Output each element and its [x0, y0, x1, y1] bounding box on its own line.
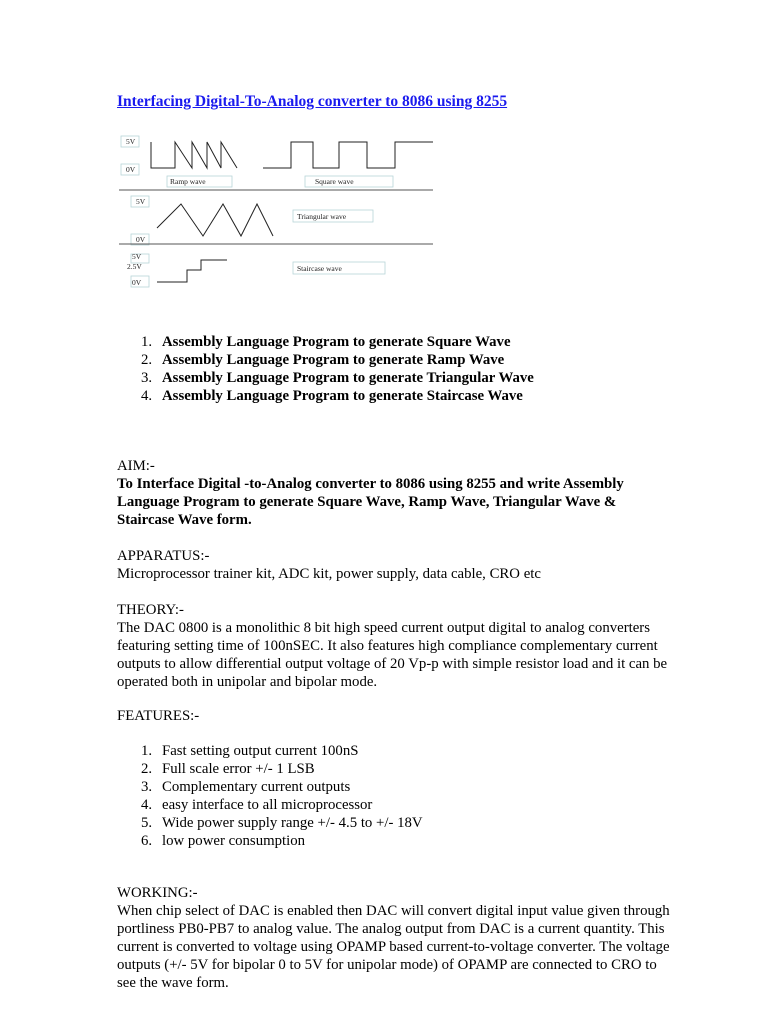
section-heading: APPARATUS:- — [117, 548, 210, 564]
list-text: Complementary current outputs — [162, 779, 351, 795]
waveform-figure — [117, 128, 435, 308]
figure-label: Triangular wave — [297, 212, 347, 221]
section-heading: AIM:- — [117, 458, 155, 474]
section-heading: THEORY:- — [117, 602, 184, 618]
list-number: 3. — [141, 779, 153, 795]
list-text: Assembly Language Program to generate Staircase Wave — [162, 388, 523, 404]
list-number: 5. — [141, 815, 153, 831]
square-waveform — [263, 142, 433, 168]
apparatus-section — [117, 547, 677, 583]
list-number: 2. — [141, 761, 153, 777]
features-section — [117, 707, 677, 725]
list-text: Assembly Language Program to generate Triangular Wave — [162, 370, 534, 386]
aim-section — [117, 457, 677, 529]
figure-label: 0V — [126, 165, 136, 174]
figure-label: Ramp wave — [170, 177, 206, 186]
figure-label: 5V — [136, 197, 146, 206]
list-item — [117, 832, 677, 850]
list-item — [117, 760, 677, 778]
figure-label: Square wave — [315, 177, 354, 186]
theory-section — [117, 601, 677, 691]
list-text: easy interface to all microprocessor — [162, 797, 373, 813]
list-text: low power consumption — [162, 833, 306, 849]
list-number: 1. — [141, 743, 153, 759]
list-item — [117, 778, 677, 796]
list-number: 1. — [141, 334, 153, 350]
list-text: Assembly Language Program to generate Ramp Wave — [162, 352, 505, 368]
working-section — [117, 884, 677, 992]
list-text: Assembly Language Program to generate Square Wave — [162, 334, 511, 350]
list-item — [117, 814, 677, 832]
figure-label: 5V — [126, 137, 136, 146]
figure-label: 5V — [132, 252, 142, 261]
section-heading: WORKING:- — [117, 885, 198, 901]
list-item — [117, 369, 737, 387]
list-item — [117, 351, 737, 369]
section-text: To Interface Digital -to-Analog converter to 8086 using 8255 and write Assembly Language Program to generate Square Wave, Ramp Wave, Triangular Wave & Staircase Wave form. — [117, 476, 624, 528]
section-text: When chip select of DAC is enabled then DAC will convert digital input value given through portliness PB0-PB7 to analog value. The analog output from DAC is a current quantity. This current is converted to voltage using OPAMP based current-to-voltage converter. The voltage outputs (+/- 5V for bipolar 0 to 5V for unipolar mode) of OPAMP are connected to CRO to see the wave form. — [117, 903, 670, 991]
features-list — [117, 742, 677, 850]
list-text: Wide power supply range +/- 4.5 to +/- 18V — [162, 815, 423, 831]
triangular-waveform — [157, 204, 273, 236]
list-text: Full scale error +/- 1 LSB — [162, 761, 315, 777]
list-number: 4. — [141, 797, 153, 813]
program-list — [117, 333, 737, 405]
list-item — [117, 387, 737, 405]
document-title[interactable]: Interfacing Digital-To-Analog converter to 8086 using 8255 — [117, 93, 508, 110]
section-text: The DAC 0800 is a monolithic 8 bit high speed current output digital to analog converters featuring setting time of 100nSEC. It also features high compliance complementary current outputs to allow differential output voltage of 20 Vp-p with simple resistor load and it can be operated both in unipolar and bipolar mode. — [117, 620, 668, 690]
figure-label: 0V — [136, 235, 146, 244]
list-item — [117, 333, 737, 351]
figure-label: 2.5V — [127, 262, 142, 271]
list-number: 2. — [141, 352, 153, 368]
section-heading: FEATURES:- — [117, 708, 200, 724]
figure-label: 0V — [132, 278, 142, 287]
list-item — [117, 742, 677, 760]
section-text: Microprocessor trainer kit, ADC kit, power supply, data cable, CRO etc — [117, 566, 541, 582]
list-number: 6. — [141, 833, 153, 849]
figure-label: Staircase wave — [297, 264, 342, 273]
list-number: 4. — [141, 388, 153, 404]
list-item — [117, 796, 677, 814]
ramp-waveform — [151, 142, 237, 168]
list-number: 3. — [141, 370, 153, 386]
waveform-diagram — [117, 128, 435, 308]
list-text: Fast setting output current 100nS — [162, 743, 359, 759]
staircase-waveform — [157, 260, 227, 282]
